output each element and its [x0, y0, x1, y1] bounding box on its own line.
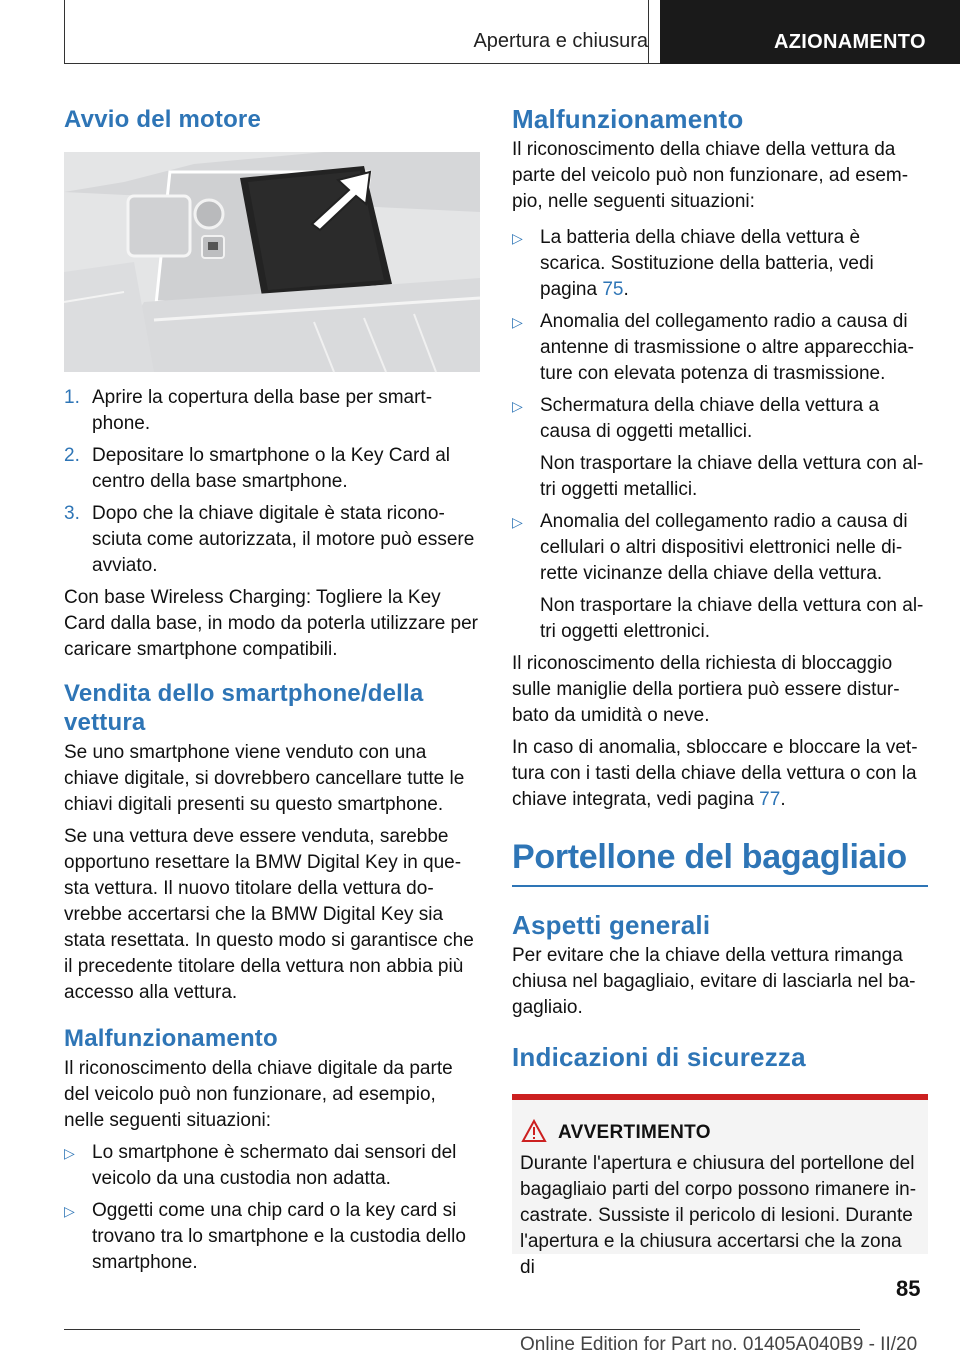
- header-chapter-label: AZIONAMENTO: [774, 31, 926, 53]
- triangle-bullet-icon: ▷: [512, 314, 523, 330]
- steps-list: [64, 385, 480, 579]
- heading-aspetti-generali: Aspetti generali: [512, 910, 711, 940]
- paragraph: Il riconoscimento della chiave della vettura da parte del veicolo può non funzionare, ad esempio, nelle seguenti situazioni:: [512, 139, 909, 212]
- step-text: Aprire la copertura della base per smartphone.: [92, 387, 433, 434]
- header-section-title: Apertura e chiusura: [473, 30, 648, 52]
- paragraph-text: In caso di anomalia, sbloccare e bloccare la vettura con i tasti della chiave della vettura o con la chiave integrata, vedi pagina: [512, 737, 918, 810]
- bullet-item: [512, 309, 928, 387]
- bullet-text: Oggetti come una chip card o la key card si trovano tra lo smartphone e la custodia dello smartphone.: [92, 1200, 466, 1273]
- bullet-text: La batteria della chiave della vettura è scarica. Sostituzione della batteria, vedi pagina: [540, 227, 874, 300]
- header-chapter-tab: [660, 0, 960, 64]
- paragraph: Con base Wireless Charging: Togliere la Key Card dalla base, in modo da poterla utilizzare per caricare smartphone compatibili.: [64, 587, 479, 660]
- bullet-text-end: .: [623, 279, 629, 300]
- heading-rule: [512, 885, 928, 887]
- bullet-text: Schermatura della chiave della vettura a causa di oggetti metallici.: [540, 395, 880, 442]
- paragraph: Per evitare che la chiave della vettura rimanga chiusa nel bagagliaio, evitare di lasciarla nel bagagliaio.: [512, 945, 916, 1018]
- triangle-bullet-icon: ▷: [512, 230, 523, 246]
- triangle-bullet-icon: ▷: [64, 1145, 75, 1161]
- triangle-bullet-icon: ▷: [64, 1203, 75, 1219]
- bullet-text: Anomalia del collegamento radio a causa di cellulari o altri dispositivi elettronici nelle dirette vicinanze della chiave della vettura.: [540, 511, 908, 584]
- bullet-item: [512, 225, 928, 303]
- warning-text: Durante l'apertura e chiusura del portellone del bagagliaio parti del corpo possono rimanere incastrate. Sussiste il pericolo di lesioni. Durante l'apertura e la chiusura accertarsi che la zona di: [520, 1153, 917, 1278]
- page-number: 85: [896, 1276, 921, 1301]
- bullet-text: Anomalia del collegamento radio a causa di antenne di trasmissione o altre apparecchiature con elevata potenza di trasmissione.: [540, 311, 914, 384]
- paragraph-text-end: .: [780, 789, 786, 810]
- bullet-item: [512, 393, 928, 445]
- header-rule: [648, 0, 649, 64]
- bullet-item: [64, 1140, 480, 1192]
- warning-header: [512, 1100, 928, 1144]
- header-rule: [64, 63, 660, 64]
- warning-title: AVVERTIMENTO: [558, 1122, 711, 1143]
- triangle-bullet-icon: ▷: [512, 398, 523, 414]
- step-number: 3.: [64, 503, 80, 524]
- heading-malfunzionamento: Malfunzionamento: [64, 1025, 278, 1052]
- warning-triangle-icon: [522, 1120, 546, 1142]
- page-reference-link[interactable]: 75: [602, 279, 624, 300]
- step-item: [64, 501, 480, 579]
- bullet-sub-paragraph: Non trasportare la chiave della vettura con altri oggetti elettronici.: [540, 595, 924, 642]
- smartphone-tray-illustration-svg: [64, 152, 480, 372]
- footer-rule: [64, 1329, 860, 1330]
- step-item: [64, 443, 480, 495]
- smartphone-tray-illustration: [64, 152, 480, 372]
- warning-box: [512, 1094, 928, 1278]
- paragraph: [512, 735, 928, 813]
- bullet-text: Lo smartphone è schermato dai sensori del veicolo da una custodia non adatta.: [92, 1142, 457, 1189]
- right-column: [512, 100, 928, 1278]
- paragraph: Il riconoscimento della richiesta di bloccaggio sulle maniglie della portiera può essere disturbato da umidità o neve.: [512, 653, 900, 726]
- paragraph: Se una vettura deve essere venduta, sarebbe opportuno resettare la BMW Digital Key in questa vettura. Il nuovo titolare della vettura dovrebbe accertarsi che la BMW Digital Key sia stata resettata. In questo modo si garantisce che il precedente titolare della vettura non abbia più accesso alla vettura.: [64, 826, 474, 1003]
- bullet-item: [64, 1198, 480, 1276]
- paragraph: Se uno smartphone viene venduto con una chiave digitale, si dovrebbero cancellare tutte le chiavi digitali presenti su questo smartphone.: [64, 742, 465, 815]
- step-number: 2.: [64, 445, 80, 466]
- bullet-item: [512, 509, 928, 587]
- step-text: Depositare lo smartphone o la Key Card al centro della base smartphone.: [92, 445, 451, 492]
- page-reference-link[interactable]: 77: [759, 789, 781, 810]
- footer-edition: Online Edition for Part no. 01405A040B9 - II/20: [520, 1334, 918, 1355]
- heading-avvio-motore: Avvio del motore: [64, 106, 262, 133]
- header-rule: [64, 0, 65, 64]
- left-column: [64, 100, 480, 1276]
- heading-indicazioni-sicurezza: Indicazioni di sicurezza: [512, 1042, 806, 1072]
- step-number: 1.: [64, 387, 80, 408]
- triangle-bullet-icon: ▷: [512, 514, 523, 530]
- bullet-sub-paragraph: Non trasportare la chiave della vettura con altri oggetti metallici.: [540, 453, 924, 500]
- paragraph: Il riconoscimento della chiave digitale da parte del veicolo può non funzionare, ad esempio, nelle seguenti situazioni:: [64, 1058, 453, 1131]
- step-item: [64, 385, 480, 437]
- heading-malfunzionamento-chiave: Malfunzionamento: [512, 104, 744, 134]
- step-text: Dopo che la chiave digitale è stata riconosciuta come autorizzata, il motore può essere avviato.: [92, 503, 475, 576]
- heading-vendita: Vendita dello smartphone/della vettura: [64, 680, 424, 736]
- heading-portellone: Portellone del bagagliaio: [512, 838, 907, 876]
